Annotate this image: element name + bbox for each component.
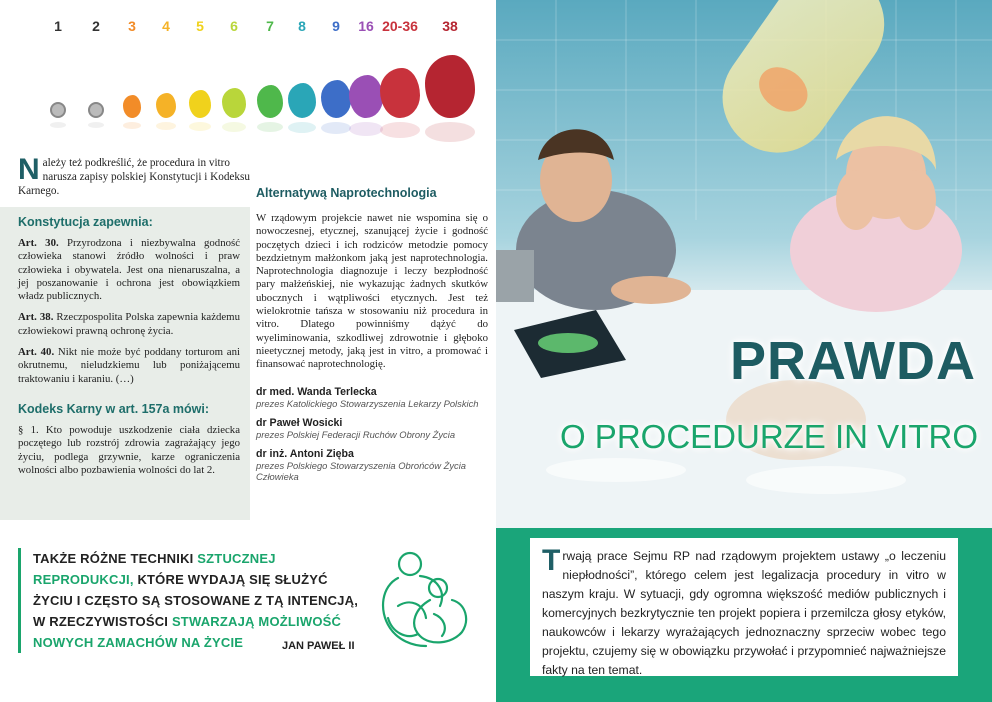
embryo-figure [156,93,176,118]
cover-intro-box [530,538,958,676]
embryo-figure [288,83,316,118]
stage-week-label: 9 [332,18,340,34]
embryo-figure [189,90,211,118]
intro-text: ależy też podkreślić, że procedura in vitro narusza zapisy polskiej Konstytucji i Kodeksu Karnego. [18,157,250,197]
stage-week-label: 1 [54,18,62,34]
author-name: dr med. Wanda Terlecka [256,385,377,398]
embryo-reflection [156,122,176,130]
author-role: prezes Polskiego Stowarzyszenia Obrońców Życia Człowieka [256,459,466,482]
author-role: prezes Polskiej Federacji Ruchów Obrony Życia [256,428,456,440]
embryo-stage [76,18,116,40]
penal-code-heading: Kodeks Karny w art. 157a mówi: [18,401,210,416]
embryo-figure [349,75,383,118]
quote-line: NOWYCH ZAMACHÓW NA ŻYCIE [33,635,244,650]
cover-subtitle: O PROCEDURZE IN VITRO [559,418,978,455]
quote-line: TAKŻE RÓŻNE TECHNIKI SZTUCZNEJ [33,551,276,566]
family-icon [368,548,474,656]
stage-week-label: 5 [196,18,204,34]
article-38-text: Rzeczpospolita Polska zapewnia każdemu człowiekowi prawną ochronę życia. [18,311,240,337]
embryo-development-strip [18,18,478,158]
embryo-reflection [349,122,383,136]
embryo-stage [380,18,420,40]
intro-dropcap: N [18,153,40,186]
quote-line: REPRODUKCJI, KTÓRE WYDAJĄ SIĘ SŁUŻYĆ [33,572,328,587]
stage-week-label: 8 [298,18,306,34]
article-40-number: Art. 40. [18,346,55,359]
embryo-reflection [380,122,420,138]
embryo-stage [214,18,254,40]
article-30-text: Przyrodzona i niezbywalna godność człowieka stanowi źródło wolności i praw człowieka i obywatela. Jest ona nienaruszalna, a jej poszanowanie i ochrona jest obowiązkiem władz publicznych. [18,237,240,303]
penal-code-text: § 1. Kto powoduje uszkodzenie ciała dziecka poczętego lub rozstrój zdrowia zagrażający jego życiu, podlega grzywnie, karze ograniczenia wolności albo pozbawienia wolności do lat 2. [18,423,240,476]
article-38-number: Art. 38. [18,311,54,324]
stage-week-label: 4 [162,18,170,34]
embryo-figure [50,102,66,118]
john-paul-quote [18,548,378,653]
stage-week-label: 16 [358,18,374,34]
embryo-figure [321,80,351,118]
stage-week-label: 38 [442,18,458,34]
embryo-reflection [88,122,104,128]
constitution-box [0,207,250,520]
cover-page [496,0,992,702]
cover-dropcap: T [542,544,561,577]
embryo-reflection [189,122,211,131]
article-30-number: Art. 30. [18,237,59,249]
embryo-reflection [257,122,283,132]
embryo-stage [430,18,470,40]
embryo-reflection [123,122,141,129]
intro-paragraph [18,153,250,198]
quote-line: ŻYCIU I CZĘSTO SĄ STOSOWANE Z TĄ INTENCJĄ, [33,593,359,608]
authors-list [256,386,488,482]
alternative-text: W rządowym projekcie nawet nie wspomina się o nowoczesnej, etycznej, szanującej życie i godność poczętych dzieci i ich rodziców metodzie pomocy bezdzietnym małżonkom jaką jest naprotechnologia. Naprotechnologia diagnozuje i leczy bezpłodność pary małżeńskiej, nie wykazując żadnych skutków ubocznych i wątpliwości etycznych. Jest też wielokrotnie tańsza w stosowaniu niż procedura in vitro. Dlatego powinniśmy dążyć do wyeliminowania, szkodliwej zdrowotnie i głęboko nieetycznej metody, jaką jest in vitro, a promować i finansować naprotechnologię. [256,212,488,371]
embryo-reflection [321,122,351,134]
stage-week-label: 2 [92,18,100,34]
constitution-heading: Konstytucja zapewnia: [18,215,153,229]
embryo-reflection [222,122,246,132]
alternative-column [256,186,488,482]
article-38 [18,311,240,338]
article-40-text: Nikt nie może być poddany torturom ani okrutnemu, nieludzkiemu lub poniżającemu traktowaniu i karaniu. (…) [18,346,240,385]
stage-week-label: 3 [128,18,136,34]
cover-intro-text: rwają prace Sejmu RP nad rządowym projektem ustawy „o leczeniu niepłodności”, którego celem jest legalizacja procedury in vitro w naszym kraju. W sytuacji, gdy ogromna większość mediów publicznych i komercyjnych bezkrytycznie ten projekt popiera i przemilcza głosy etyków, naukowców i lekarzy wyrażających jednoznaczny sprzeciw wobec tego projektu, czujemy się w obowiązku przywołać i przypomnieć najważniejsze fakty na ten temat. [542,549,946,677]
stage-week-label: 20-36 [382,18,418,34]
embryo-figure [425,55,475,118]
article-40 [18,346,240,386]
embryo-stage [38,18,78,40]
embryo-figure [380,68,420,118]
author-role: prezes Katolickiego Stowarzyszenia Lekarzy Polskich [256,397,479,409]
quote-author: JAN PAWEŁ II [282,640,355,652]
cover-intro [542,544,946,680]
author-name: dr inż. Antoni Zięba [256,447,354,460]
stage-week-label: 6 [230,18,238,34]
embryo-reflection [425,122,475,142]
embryo-figure [88,102,104,118]
alternative-heading: Alternatywą Naprotechnologia [256,186,437,200]
quote-line: W RZECZYWISTOŚCI STWARZAJĄ MOŻLIWOŚĆ [33,614,342,629]
author-name: dr Paweł Wosicki [256,416,343,429]
stage-week-label: 7 [266,18,274,34]
embryo-reflection [50,122,66,128]
article-30 [18,237,240,303]
embryo-figure [222,88,246,118]
cover-title: PRAWDA [730,331,976,391]
embryo-figure [257,85,283,118]
embryo-reflection [288,122,316,133]
embryo-figure [123,95,141,118]
